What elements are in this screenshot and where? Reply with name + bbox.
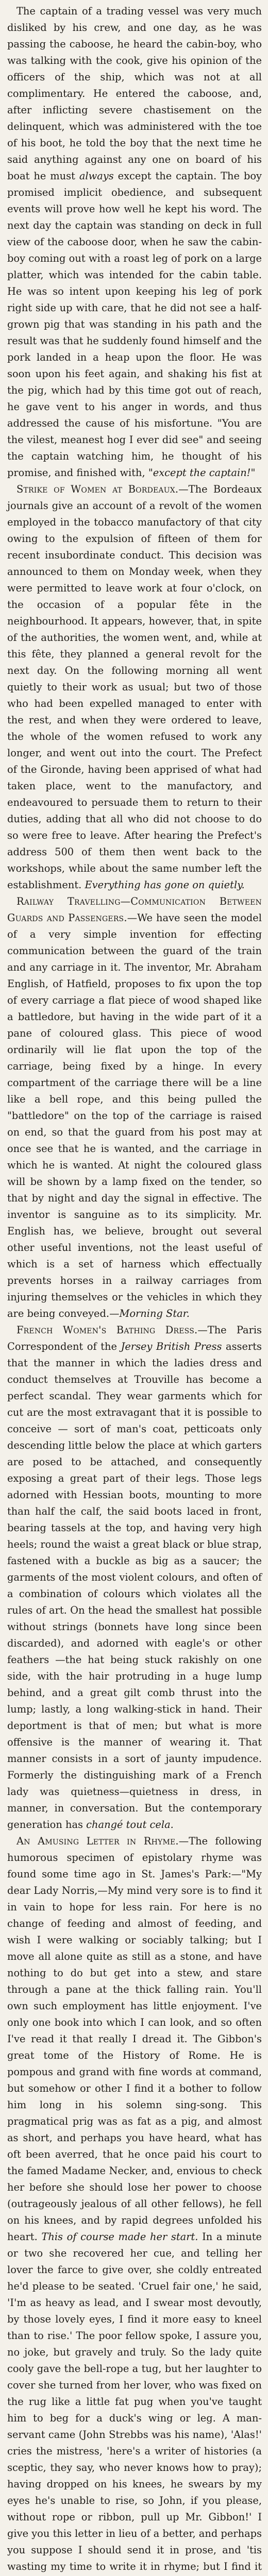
article-body: We have seen the model of a very simple invention for effecting communication between the guard of the train and any carriage in it. The inventor, Mr. Abraham English, of Hatfield, proposes to fix upon the top of every carriage a flat piece of wood shaped like a battledore, but having in the wide part of it a pane of coloured glass. This piece of wood ordinarily will lie flat upon the top of the carriage, being fixed by a hinge. In every compartment of the carriage there will be a line like a bell rope, and this being pulled the "battledore" on the top of the carriage is raised on end, so that the guard from his post may at once see that he is wanted, and the carriage in which he is wanted. At night the coloured glass will be shown by a lamp fixed on the tender, so that by night and day the signal in effective. The inventor is sanguine as to its simplicity. Mr. English has, we believe, brought out several other useful inventions, not the least useful of which is a set of harness which effectually prevents horses in a railway carriages from injuring themselves or the vehicles in which they are being conveyed.—Morning Star. — [7, 912, 262, 1319]
article-body: The Paris Correspondent of the Jersey British Press asserts that the manner in which the ladies dress and conduct themselves at Trouville has become a perfect scandal. They wear garments which for cut are the most extravagant that it is possible to conceive — sort of man's coat, petticoats only descending little below the place at which garters are posed to be attached, and consequently exposing a great part of their legs. Those legs adorned with Hessian boots, mounting to more than half the calf, the said boots laced in front, bearing tassels at the top, and having very high heels; round the waist a great black or blue strap, fastened with a buckle as big as a saucer; the garments of the most violent colours, and often of a combination of colours which violates all the rules of art. On the head the smallest hat possible without strings (bonnets have long since been discarded), and adorned with eagle's or other feathers —the hat being stuck rakishly on one side, with the hair protruding in a huge lump behind, and a great gilt comb thrust into the lump; lastly, a long walking-stick in hand. Their deportment is that of men; but what is more offensive is the manner of wearing it. That manner consists in a sort of jaunty impudence. Formerly the distinguishing mark of a French lady was quietness—quietness in dress, in manner, in conversation. But the contemporary generation has changé tout cela. — [7, 1324, 262, 1831]
article-body: The Bordeaux journals give an account of a revolt of the women employed in the tobacco manufactory of that city owing to the expulsion of fifteen of them for recent insubordinate conduct. This decision was announced to them on Monday week, when they were permitted to leave work at four o'clock, on the occasion of a popular fête in the neighbourhood. It appears, however, that, in spite of the authorities, the women went, and, while at this fête, they planned a general revolt for the next day. On the following morning all went quietly to their work as usual; but two of those who had been expelled managed to enter with the rest, and when they were ordered to leave, the whole of the women refused to work any longer, and went out into the court. The Prefect of the Gironde, having been apprised of what had taken place, went to the manufactory, and endeavoured to persuade them to return to their duties, adding that all who did not choose to do so were free to leave. After hearing the Prefect's address 500 of them then went back to the workshops, while about the same number left the establishment. Everything has gone on quietly. — [7, 483, 262, 891]
article-bathing: French Women's Bathing Dress.—The Paris Correspondent of the Jersey British Press asserts that the manner in which the ladies dress and conduct themselves at Trouville has become a perfect scandal. They wear garments which for cut are the most extravagant that it is possible to conceive — sort of man's coat, petticoats only descending little below the place at which garters are posed to be attached, and consequently exposing a great part of their legs. Those legs adorned with Hessian boots, mounting to more than half the calf, the said boots laced in front, bearing tassels at the top, and having very high heels; round the waist a great black or blue strap, fastened with a buckle as big as a saucer; the garments of the most violent colours, and often of a combination of colours which violates all the rules of art. On the head the smallest hat possible without strings (bonnets have long since been discarded), and adorned with eagle's or other feathers —the hat being stuck rakishly on one side, with the hair protruding in a huge lump behind, and a great gilt comb thrust into the lump; lastly, a long walking-stick in hand. Their deportment is that of men; but what is more offensive is the manner of wearing it. That manner consists in a sort of jaunty impudence. Formerly the distinguishing mark of a French lady was quietness—quietness in dress, in manner, in conversation. But the contemporary generation has changé tout cela. — [7, 1324, 262, 1831]
article-rhyme: An Amusing Letter in Rhyme.—The following humorous specimen of epistolary rhyme was found some time ago in St. James's Park:—"My dear Lady Norris,—My mind very sore is to find it in vain to hope for less rain. For here is no change of feeding and almost of feeding, and wish I were walking or sociably talking; but I move all alone quite as still as a stone, and have nothing to do but get into a stew, and stare through a pane at the thick falling rain. You'll own such employment has little enjoyment. I've only one book into which I can look, and so often I've read it that really I dread it. The Gibbon's great tome of the History of Rome. He is pompous and grand with fine words at command, but somehow or other I find it a bother to follow him long in his solemn sing-song. This pragmatical prig was as fat as a pig, and almost as short, and perhaps you have heard, what has oft been averred, that he once paid his court to the famed Madame Necker, and, envious to check her before she should lose her power to choose (outrageously jealous of all other fellows), he fell on his knees, and by rapid degrees unfolded his heart. This of course made her start. In a minute or two she recovered her cue, and telling her lover the farce to give over, she coldly entreated he'd please to be seated. 'Cruel fair one,' he said, 'I'm as heavy as lead, and I swear most devoutly, by those lovely eyes, I find it more easy to kneel than to rise.' The poor fellow spoke, I assure you, no joke, but gravely and truly. So the lady quite cooly gave the bell-rope a tug, but her laughter to cover she turned from her lover, who was fixed on the rug like a little fat pug when you've taught him to beg for a duck's wing or leg. A man-servant came (John Strebbs was his name), 'Alas!' cries the mistress, 'here's a writer of histories (a sceptic, they say, who never knows how to pray); having dropped on his knees, he swears by my eyes he's unable to rise, so John, if you please, without rope or ribbon, pull up Mr. Gibbon!' I give you this letter in lieu of a better, and perhaps you suppose I should send it in prose, and 'tis wasting my time to write it in rhyme; but I find it — [7, 1833, 262, 2576]
article-heading: An Amusing Letter in Rhyme. — [16, 1835, 179, 1847]
article-railway: Railway Travelling—Communication Between Guards and Passengers.—We have seen the model of a very simple invention for effecting communication between the guard of the train and any carriage in it. The inventor, Mr. Abraham English, of Hatfield, proposes to fix upon the top of every carriage a flat piece of wood shaped like a battledore, but having in the wide part of it a pane of coloured glass. This piece of wood ordinarily will lie flat upon the top of the carriage, being fixed by a hinge. In every compartment of the carriage there will be a line like a bell rope, and this being pulled the "battledore" on the top of the carriage is raised on end, so that the guard from his post may at once see that he is wanted, and the carriage in which he is wanted. At night the coloured glass will be shown by a lamp fixed on the tender, so that by night and day the signal in effective. The inventor is sanguine as to its simplicity. Mr. English has, we believe, brought out several other useful inventions, not the least useful of which is a set of harness which effectually prevents horses in a railway carriages from injuring themselves or the vehicles in which they are being conveyed.—Morning Star. — [7, 895, 262, 1319]
article-captain — [7, 3, 262, 481]
article-heading: Railway Travelling—Communication Between Guards and Passengers. — [7, 895, 262, 924]
article-heading: French Women's Bathing Dress. — [16, 1324, 198, 1336]
article-body: The captain of a trading vessel was very much disliked by his crew, and one day, as he was passing the caboose, he heard the cabin-boy, who was talking with the cook, give his opinion of the officers of the ship, which was not at all complimentary. He entered the caboose, and, after inflicting severe chastisement on the delinquent, which was administered with the toe of his boot, he told the boy that the next time he said anything against any one on board of his boat he must always except the captain. The boy promised implicit obedience, and subsequent events will prove how well he kept his word. The next day the captain was standing on deck in full view of the caboose door, when he saw the cabin-boy coming out with a roast leg of pork on a large platter, which was intended for the cabin table. He was so intent upon keeping his leg of pork right side up with care, that he did not see a half-grown pig that was standing in his path and the result was that he suddenly found himself and the pork landed in a heap upon the floor. He was soon upon his feet again, and shaking his fist at the pig, which had by this time got out of reach, he gave vent to his anger in words, and thus addressed the cause of his misfortune. "You are the vilest, meanest hog I ever did see" and seeing the captain watching him, he thought of his promise, and finished with, "except the captain!" — [7, 5, 262, 479]
article-heading: Strike of Women at Bordeaux. — [16, 483, 179, 495]
article-bordeaux: Strike of Women at Bordeaux.—The Bordeaux journals give an account of a revolt of the women employed in the tobacco manufactory of that city owing to the expulsion of fifteen of them for recent insubordinate conduct. This decision was announced to them on Monday week, when they were permitted to leave work at four o'clock, on the occasion of a popular fête in the neighbourhood. It appears, however, that, in spite of the authorities, the women went, and, while at this fête, they planned a general revolt for the next day. On the following morning all went quietly to their work as usual; but two of those who had been expelled managed to enter with the rest, and when they were ordered to leave, the whole of the women refused to work any longer, and went out into the court. The Prefect of the Gironde, having been apprised of what had taken place, went to the manufactory, and endeavoured to persuade them to return to their duties, adding that all who did not choose to do so were free to leave. After hearing the Prefect's address 500 of them then went back to the workshops, while about the same number left the establishment. Everything has gone on quietly. — [7, 483, 262, 891]
article-body: The following humorous specimen of epistolary rhyme was found some time ago in St. James's Park:—"My dear Lady Norris,—My mind very sore is to find it in vain to hope for less rain. For here is no change of feeding and almost of feeding, and wish I were walking or sociably talking; but I move all alone quite as still as a stone, and have nothing to do but get into a stew, and stare through a pane at the thick falling rain. You'll own such employment has little enjoyment. I've only one book into which I can look, and so often I've read it that really I dread it. The Gibbon's great tome of the History of Rome. He is pompous and grand with fine words at command, but somehow or other I find it a bother to follow him long in his solemn sing-song. This pragmatical prig was as fat as a pig, and almost as short, and perhaps you have heard, what has oft been averred, that he once paid his court to the famed Madame Necker, and, envious to check her before she should lose her power to choose (outrageously jealous of all other fellows), he fell on his knees, and by rapid degrees unfolded his heart. This of course made her start. In a minute or two she recovered her cue, and telling her lover the farce to give over, she coldly entreated he'd please to be seated. 'Cruel fair one,' he said, 'I'm as heavy as lead, and I swear most devoutly, by those lovely eyes, I find it more easy to kneel than to rise.' The poor fellow spoke, I assure you, no joke, but gravely and truly. So the lady quite cooly gave the bell-rope a tug, but her laughter to cover she turned from her lover, who was fixed on the rug like a little fat pug when you've taught him to beg for a duck's wing or leg. A man-servant came (John Strebbs was his name), 'Alas!' cries the mistress, 'here's a writer of histories (a sceptic, they say, who never knows how to pray); having dropped on his knees, he swears by my eyes he's unable to rise, so John, if you please, without rope or ribbon, pull up Mr. Gibbon!' I give you this letter in lieu of a better, and perhaps you suppose I should send it in prose, and 'tis wasting my time to write it in rhyme; but I find it — [7, 1835, 262, 2572]
